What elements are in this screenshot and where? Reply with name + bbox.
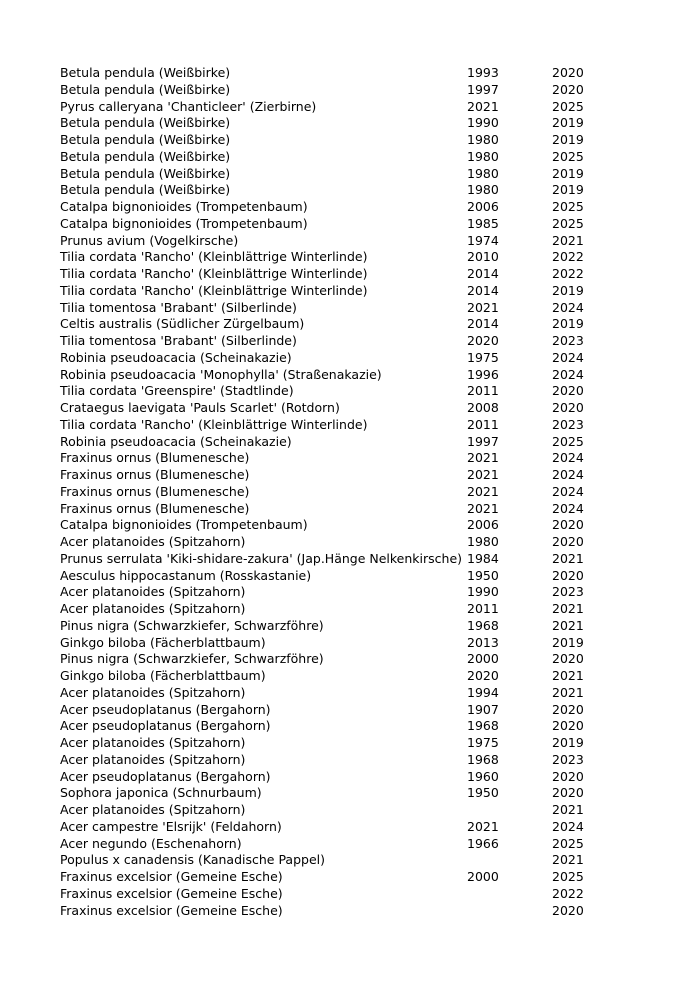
tree-name-cell: Tilia cordata 'Greenspire' (Stadtlinde) [60, 383, 294, 399]
table-row [60, 149, 620, 166]
table-row [60, 467, 620, 484]
year2-cell: 2025 [552, 433, 584, 449]
year1-cell: 2014 [467, 316, 499, 332]
year2-cell: 2019 [552, 132, 584, 147]
year1-cell: 2014 [467, 282, 499, 298]
year1-cell: 2021 [467, 483, 499, 499]
tree-name-cell: Betula pendula (Weißbirke) [60, 165, 231, 181]
year1-cell: 1990 [467, 584, 499, 600]
year2-cell: 2019 [552, 115, 584, 131]
tree-name-cell: Acer platanoides (Spitzahorn) [60, 751, 246, 767]
tree-name-cell: Acer negundo (Eschenahorn) [60, 835, 242, 851]
year2-cell: 2020 [552, 567, 584, 583]
tree-name-cell: Robinia pseudoacacia (Scheinakazie) [60, 433, 292, 449]
tree-name-cell: Tilia tomentosa 'Brabant' (Silberlinde) [60, 299, 297, 315]
tree-name-cell: Acer platanoides (Spitzahorn) [60, 684, 246, 700]
table-row [60, 400, 620, 417]
tree-name-cell: Tilia cordata 'Rancho' (Kleinblättrige Winterlinde) [60, 282, 368, 298]
year1-cell: 1980 [467, 165, 499, 181]
year2-cell: 2020 [552, 718, 584, 734]
tree-name-cell: Fraxinus excelsior (Gemeine Esche) [60, 869, 283, 884]
tree-name-cell: Robinia pseudoacacia 'Monophylla' (Straßenakazie) [60, 366, 382, 382]
year2-cell: 2020 [552, 534, 584, 549]
year1-cell: 1996 [467, 366, 499, 382]
table-row [60, 618, 620, 635]
table-row [60, 635, 620, 652]
table-row [60, 199, 620, 216]
tree-name-cell: Acer platanoides (Spitzahorn) [60, 534, 246, 549]
year1-cell: 1968 [467, 751, 499, 767]
table-row [60, 785, 620, 802]
table-row [60, 501, 620, 518]
year2-cell: 2024 [552, 500, 584, 516]
table-row [60, 367, 620, 384]
table-row [60, 249, 620, 266]
year2-cell: 2021 [552, 601, 584, 616]
table-row [60, 601, 620, 618]
year2-cell: 2019 [552, 182, 584, 198]
table-row [60, 651, 620, 668]
year2-cell: 2022 [552, 885, 584, 901]
year1-cell: 1990 [467, 115, 499, 131]
year2-cell: 2022 [552, 266, 584, 281]
tree-name-cell: Pyrus calleryana 'Chanticleer' (Zierbirne) [60, 98, 317, 114]
table-row [60, 99, 620, 116]
tree-name-cell: Ginkgo biloba (Fächerblattbaum) [60, 668, 266, 683]
table-row [60, 752, 620, 769]
table-row [60, 668, 620, 685]
tree-name-cell: Tilia cordata 'Rancho' (Kleinblättrige Winterlinde) [60, 249, 368, 265]
table-row [60, 333, 620, 350]
year1-cell: 1993 [467, 65, 499, 80]
table-row [60, 115, 620, 132]
year1-cell: 1984 [467, 550, 499, 566]
table-row [60, 534, 620, 551]
table-row [60, 852, 620, 869]
year2-cell: 2025 [552, 835, 584, 851]
year1-cell: 2014 [467, 266, 499, 281]
year2-cell: 2024 [552, 467, 584, 482]
year1-cell: 1975 [467, 735, 499, 750]
tree-name-cell: Betula pendula (Weißbirke) [60, 132, 231, 147]
year1-cell: 2011 [467, 416, 499, 432]
tree-name-cell: Fraxinus excelsior (Gemeine Esche) [60, 885, 283, 901]
year1-cell: 1907 [467, 701, 499, 717]
year2-cell: 2021 [552, 668, 584, 683]
table-row [60, 584, 620, 601]
table-row [60, 266, 620, 283]
year2-cell: 2019 [552, 316, 584, 332]
year2-cell: 2019 [552, 634, 584, 650]
table-row [60, 551, 620, 568]
year1-cell: 2021 [467, 500, 499, 516]
table-row [60, 735, 620, 752]
table-row [60, 417, 620, 434]
tree-name-cell: Pinus nigra (Schwarzkiefer, Schwarzföhre) [60, 617, 324, 633]
year2-cell: 2020 [552, 400, 584, 415]
year1-cell: 1975 [467, 349, 499, 365]
tree-name-cell: Betula pendula (Weißbirke) [60, 65, 231, 80]
year1-cell: 1974 [467, 232, 499, 248]
tree-name-cell: Prunus avium (Vogelkirsche) [60, 232, 239, 248]
year2-cell: 2025 [552, 215, 584, 231]
year2-cell: 2023 [552, 333, 584, 348]
year1-cell: 1997 [467, 81, 499, 97]
tree-table [60, 65, 620, 919]
year1-cell: 1980 [467, 182, 499, 198]
table-row [60, 233, 620, 250]
year1-cell: 2000 [467, 869, 499, 884]
year2-cell: 2020 [552, 785, 584, 801]
year1-cell: 1968 [467, 718, 499, 734]
year2-cell: 2021 [552, 550, 584, 566]
table-row [60, 517, 620, 534]
year1-cell: 2021 [467, 299, 499, 315]
year2-cell: 2021 [552, 852, 584, 868]
year2-cell: 2024 [552, 818, 584, 834]
tree-name-cell: Catalpa bignonioides (Trompetenbaum) [60, 517, 308, 533]
year1-cell: 2021 [467, 450, 499, 466]
tree-name-cell: Fraxinus excelsior (Gemeine Esche) [60, 902, 283, 918]
tree-name-cell: Catalpa bignonioides (Trompetenbaum) [60, 199, 308, 214]
year2-cell: 2025 [552, 199, 584, 214]
year1-cell: 1980 [467, 132, 499, 147]
table-row [60, 283, 620, 300]
year2-cell: 2024 [552, 349, 584, 365]
year2-cell: 2020 [552, 383, 584, 399]
tree-name-cell: Tilia cordata 'Rancho' (Kleinblättrige Winterlinde) [60, 266, 368, 281]
table-row [60, 819, 620, 836]
year1-cell: 1980 [467, 148, 499, 164]
table-row [60, 568, 620, 585]
year1-cell: 2011 [467, 383, 499, 399]
tree-name-cell: Fraxinus ornus (Blumenesche) [60, 467, 250, 482]
tree-name-cell: Acer platanoides (Spitzahorn) [60, 802, 246, 817]
table-row [60, 216, 620, 233]
tree-name-cell: Acer platanoides (Spitzahorn) [60, 735, 246, 750]
year1-cell: 2006 [467, 517, 499, 533]
year1-cell: 1994 [467, 684, 499, 700]
year1-cell: 2008 [467, 400, 499, 415]
tree-name-cell: Acer pseudoplatanus (Bergahorn) [60, 768, 271, 784]
year2-cell: 2025 [552, 869, 584, 884]
year1-cell: 2010 [467, 249, 499, 265]
year1-cell: 2020 [467, 668, 499, 683]
tree-name-cell: Celtis australis (Südlicher Zürgelbaum) [60, 316, 305, 332]
tree-name-cell: Acer campestre 'Elsrijk' (Feldahorn) [60, 818, 282, 834]
year2-cell: 2020 [552, 768, 584, 784]
year2-cell: 2024 [552, 450, 584, 466]
table-row [60, 685, 620, 702]
year2-cell: 2020 [552, 651, 584, 667]
tree-name-cell: Catalpa bignonioides (Trompetenbaum) [60, 215, 308, 231]
year2-cell: 2022 [552, 249, 584, 265]
tree-name-cell: Crataegus laevigata 'Pauls Scarlet' (Rotdorn) [60, 400, 340, 415]
year1-cell: 1985 [467, 215, 499, 231]
year1-cell: 2020 [467, 333, 499, 348]
year2-cell: 2023 [552, 751, 584, 767]
year1-cell: 1997 [467, 433, 499, 449]
tree-name-cell: Betula pendula (Weißbirke) [60, 81, 231, 97]
table-row [60, 903, 620, 920]
table-row [60, 434, 620, 451]
tree-name-cell: Betula pendula (Weißbirke) [60, 115, 231, 131]
year1-cell: 2011 [467, 601, 499, 616]
table-row [60, 886, 620, 903]
table-row [60, 65, 620, 82]
year2-cell: 2019 [552, 165, 584, 181]
year2-cell: 2021 [552, 617, 584, 633]
tree-name-cell: Tilia cordata 'Rancho' (Kleinblättrige Winterlinde) [60, 416, 368, 432]
table-row [60, 836, 620, 853]
year2-cell: 2021 [552, 802, 584, 817]
year2-cell: 2024 [552, 483, 584, 499]
tree-name-cell: Tilia tomentosa 'Brabant' (Silberlinde) [60, 333, 297, 348]
tree-name-cell: Fraxinus ornus (Blumenesche) [60, 450, 250, 466]
year1-cell: 2021 [467, 818, 499, 834]
table-row [60, 869, 620, 886]
tree-name-cell: Acer platanoides (Spitzahorn) [60, 584, 246, 600]
year2-cell: 2021 [552, 684, 584, 700]
tree-name-cell: Betula pendula (Weißbirke) [60, 182, 231, 198]
year1-cell: 2013 [467, 634, 499, 650]
year2-cell: 2023 [552, 584, 584, 600]
year1-cell: 1950 [467, 785, 499, 801]
tree-name-cell: Pinus nigra (Schwarzkiefer, Schwarzföhre) [60, 651, 324, 667]
year2-cell: 2019 [552, 282, 584, 298]
tree-name-cell: Acer pseudoplatanus (Bergahorn) [60, 718, 271, 734]
year2-cell: 2020 [552, 81, 584, 97]
year2-cell: 2020 [552, 902, 584, 918]
tree-name-cell: Fraxinus ornus (Blumenesche) [60, 483, 250, 499]
year1-cell: 1950 [467, 567, 499, 583]
table-row [60, 350, 620, 367]
tree-name-cell: Robinia pseudoacacia (Scheinakazie) [60, 349, 292, 365]
table-row [60, 450, 620, 467]
tree-name-cell: Aesculus hippocastanum (Rosskastanie) [60, 567, 312, 583]
year2-cell: 2021 [552, 232, 584, 248]
year2-cell: 2020 [552, 701, 584, 717]
table-row [60, 484, 620, 501]
table-row [60, 132, 620, 149]
table-row [60, 702, 620, 719]
tree-name-cell: Betula pendula (Weißbirke) [60, 148, 231, 164]
year1-cell: 1968 [467, 617, 499, 633]
table-row [60, 166, 620, 183]
tree-name-cell: Acer pseudoplatanus (Bergahorn) [60, 701, 271, 717]
table-row [60, 769, 620, 786]
year2-cell: 2024 [552, 366, 584, 382]
year1-cell: 1960 [467, 768, 499, 784]
year2-cell: 2020 [552, 65, 584, 80]
table-row [60, 316, 620, 333]
year1-cell: 2021 [467, 467, 499, 482]
year1-cell: 1980 [467, 534, 499, 549]
year2-cell: 2025 [552, 98, 584, 114]
year2-cell: 2024 [552, 299, 584, 315]
table-row [60, 718, 620, 735]
year1-cell: 2006 [467, 199, 499, 214]
tree-name-cell: Acer platanoides (Spitzahorn) [60, 601, 246, 616]
table-row [60, 82, 620, 99]
year2-cell: 2019 [552, 735, 584, 750]
tree-name-cell: Prunus serrulata 'Kiki-shidare-zakura' (Jap.Hänge Nelkenkirsche) [60, 550, 463, 566]
table-row [60, 300, 620, 317]
table-row [60, 802, 620, 819]
year2-cell: 2025 [552, 148, 584, 164]
table-row [60, 182, 620, 199]
tree-name-cell: Populus x canadensis (Kanadische Pappel) [60, 852, 326, 868]
table-row [60, 383, 620, 400]
year2-cell: 2020 [552, 517, 584, 533]
tree-name-cell: Fraxinus ornus (Blumenesche) [60, 500, 250, 516]
year1-cell: 2000 [467, 651, 499, 667]
year1-cell: 2021 [467, 98, 499, 114]
year1-cell: 1966 [467, 835, 499, 851]
tree-name-cell: Ginkgo biloba (Fächerblattbaum) [60, 634, 266, 650]
year2-cell: 2023 [552, 416, 584, 432]
tree-name-cell: Sophora japonica (Schnurbaum) [60, 785, 262, 801]
